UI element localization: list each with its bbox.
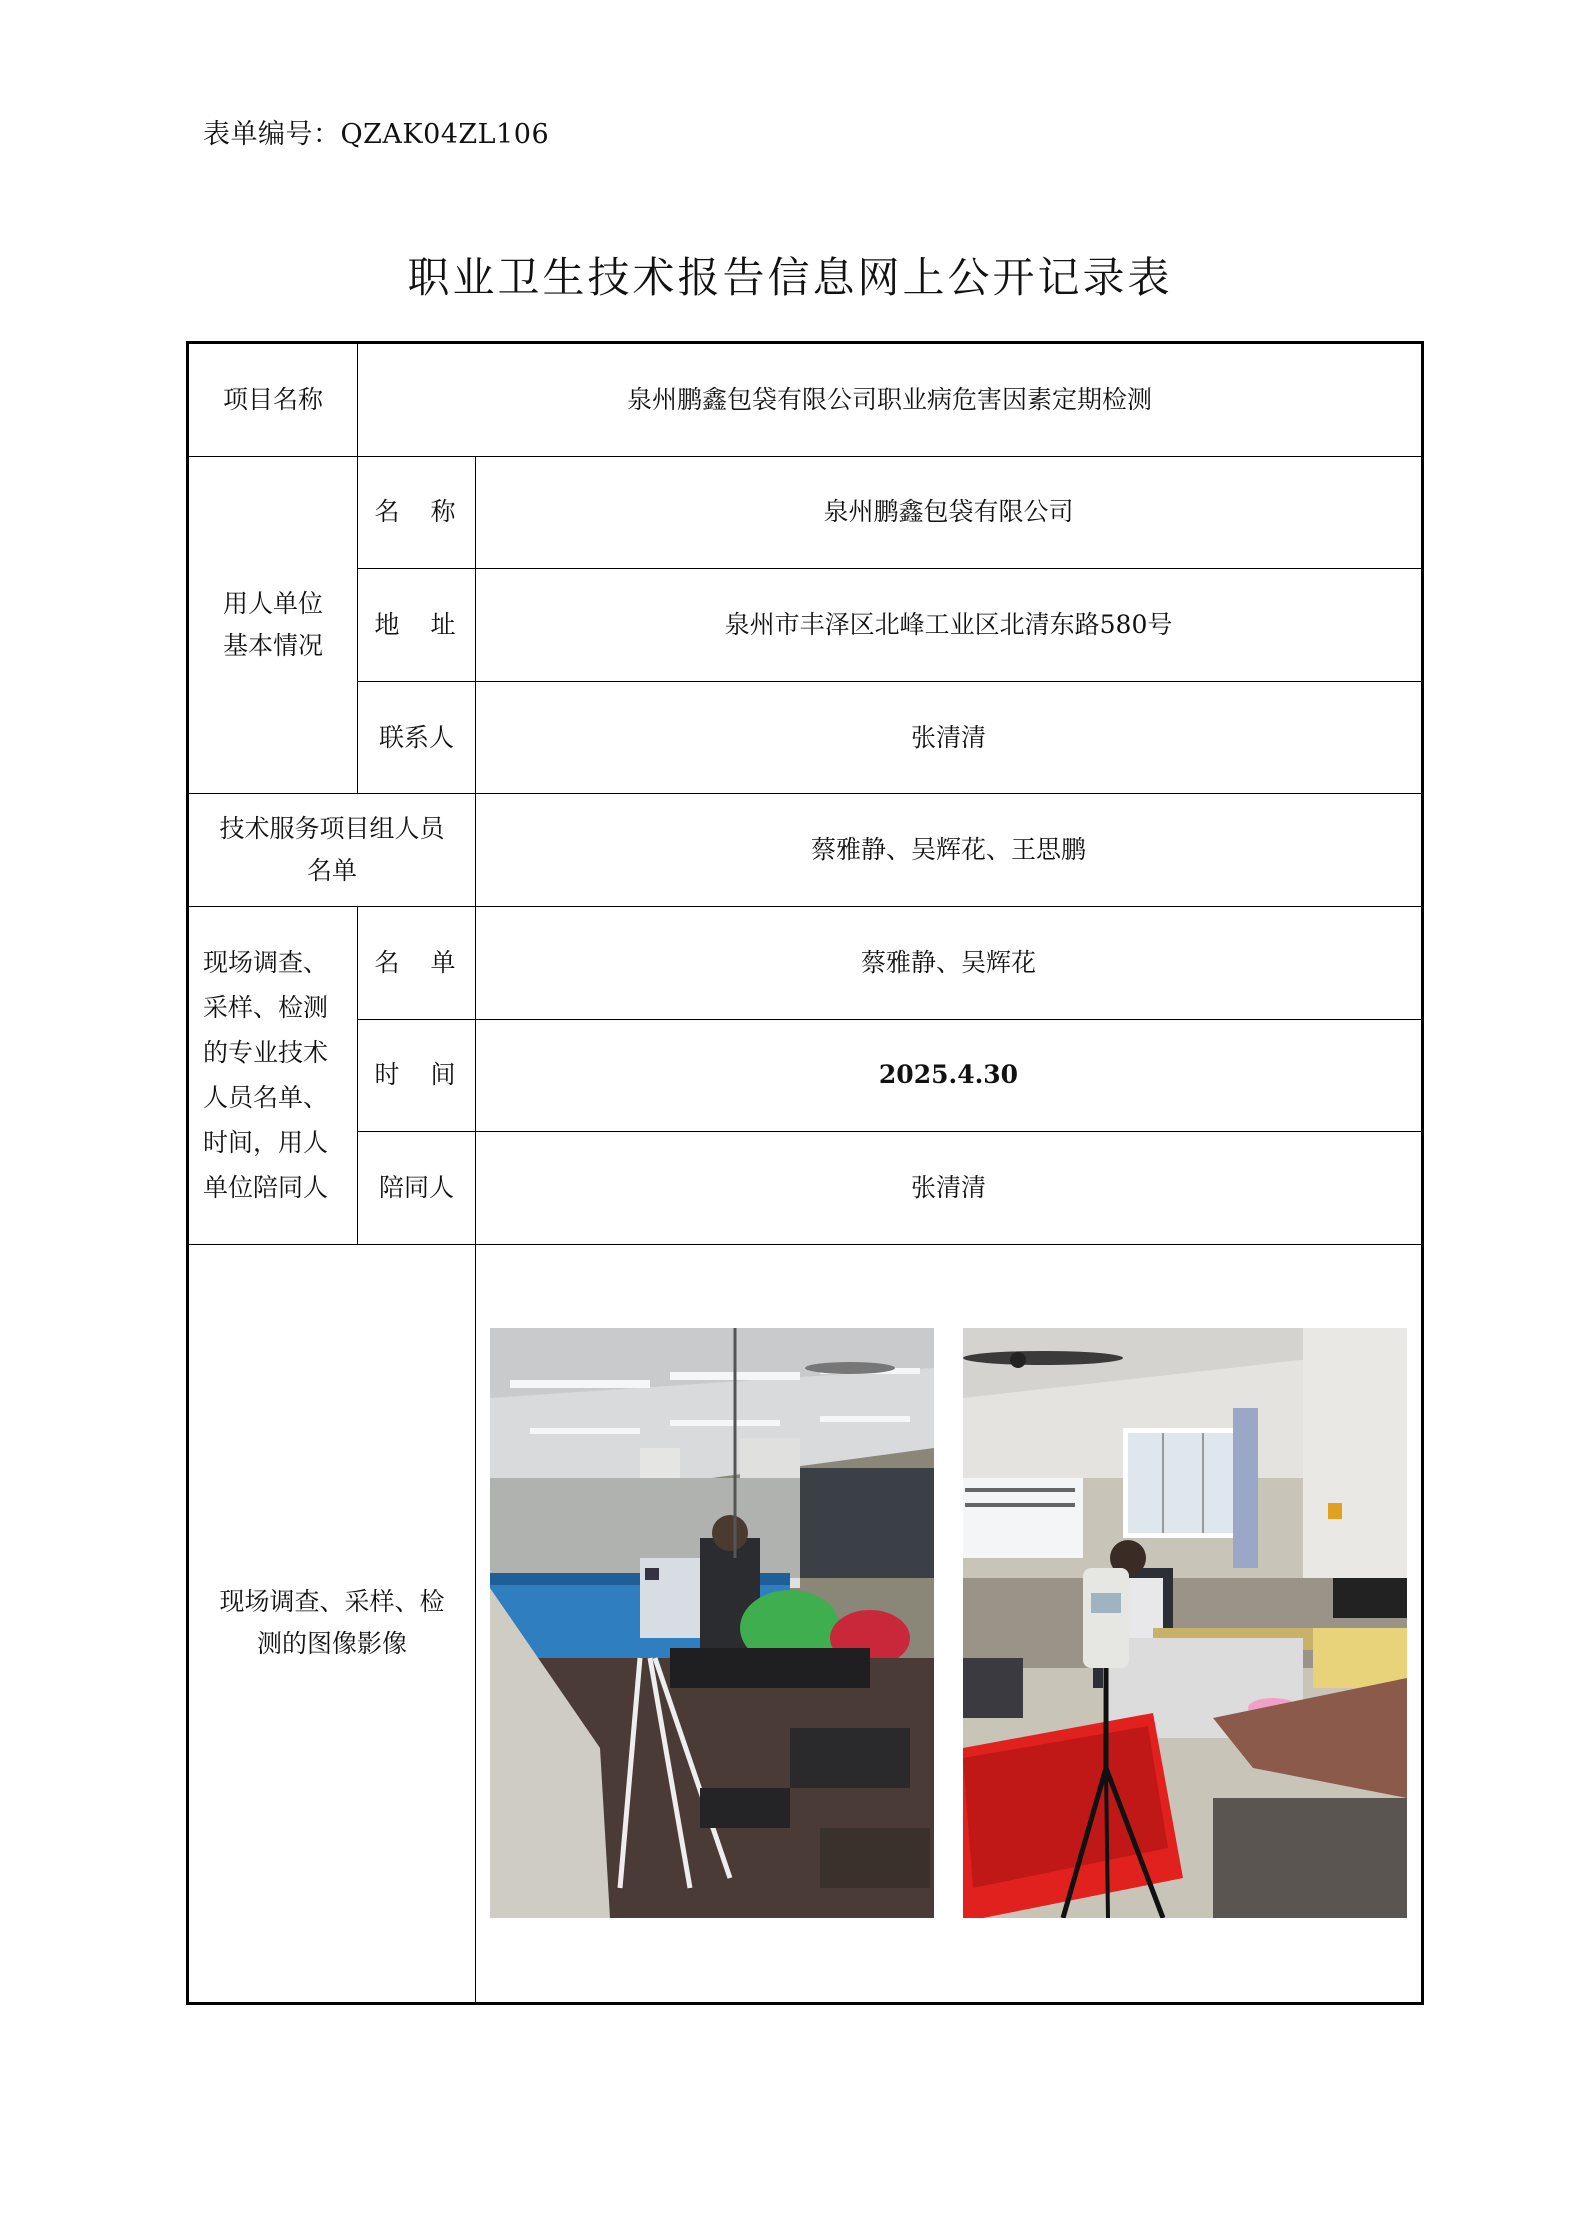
name-label: 名 称 [358, 456, 476, 569]
field-time-value: 2025.4.30 [476, 1019, 1423, 1132]
row-images [188, 1244, 1423, 2003]
field-label-line3: 的专业技术 [203, 1038, 329, 1068]
form-number: 表单编号：QZAK04ZL106 [203, 119, 550, 150]
project-name-label: 项目名称 [188, 343, 358, 457]
row-project-name [188, 343, 1423, 457]
photo-row [476, 1328, 1421, 1918]
team-label-line2: 名单 [306, 856, 357, 886]
images-label [188, 1244, 476, 2003]
row-field-escort [188, 1132, 1423, 1245]
images-cell [476, 1244, 1423, 2003]
contact-value: 张清清 [476, 681, 1423, 794]
address-label: 地 址 [358, 569, 476, 682]
team-label-line1: 技术服务项目组人员 [219, 814, 445, 844]
row-address [188, 569, 1423, 682]
name-value: 泉州鹏鑫包袋有限公司 [476, 456, 1423, 569]
field-label-line6: 单位陪同人 [203, 1173, 329, 1203]
row-contact [188, 681, 1423, 794]
field-time-label: 时 间 [358, 1019, 476, 1132]
images-label-line1: 现场调查、采样、检 [219, 1587, 445, 1617]
row-employer-name [188, 456, 1423, 569]
page-title: 职业卫生技术报告信息网上公开记录表 [407, 253, 1173, 302]
field-label-line1: 现场调查、 [203, 948, 329, 978]
team-label [188, 794, 476, 907]
address-value: 泉州市丰泽区北峰工业区北清东路580号 [476, 569, 1423, 682]
field-section-label [188, 907, 358, 1245]
contact-label: 联系人 [358, 681, 476, 794]
field-names-value: 蔡雅静、吴辉花 [476, 907, 1423, 1020]
images-label-line2: 测的图像影像 [256, 1629, 407, 1659]
site-photo-2 [963, 1328, 1407, 1918]
row-field-time [188, 1019, 1423, 1132]
employer-label-line2: 基本情况 [222, 631, 323, 661]
employer-section-label [188, 456, 358, 794]
site-photo-2-image [963, 1328, 1407, 1918]
field-names-label: 名 单 [358, 907, 476, 1020]
employer-label-line1: 用人单位 [222, 589, 323, 619]
project-name-value: 泉州鹏鑫包袋有限公司职业病危害因素定期检测 [358, 343, 1423, 457]
site-photo-1-image [490, 1328, 934, 1918]
field-label-line5: 时间，用人 [203, 1128, 329, 1158]
row-team [188, 794, 1423, 907]
field-escort-value: 张清清 [476, 1132, 1423, 1245]
site-photo-1 [490, 1328, 934, 1918]
row-field-names [188, 907, 1423, 1020]
field-label-line2: 采样、检测 [203, 993, 329, 1023]
field-label-line4: 人员名单、 [203, 1083, 329, 1113]
field-escort-label: 陪同人 [358, 1132, 476, 1245]
record-table [186, 341, 1424, 2005]
team-value: 蔡雅静、吴辉花、王思鹏 [476, 794, 1423, 907]
